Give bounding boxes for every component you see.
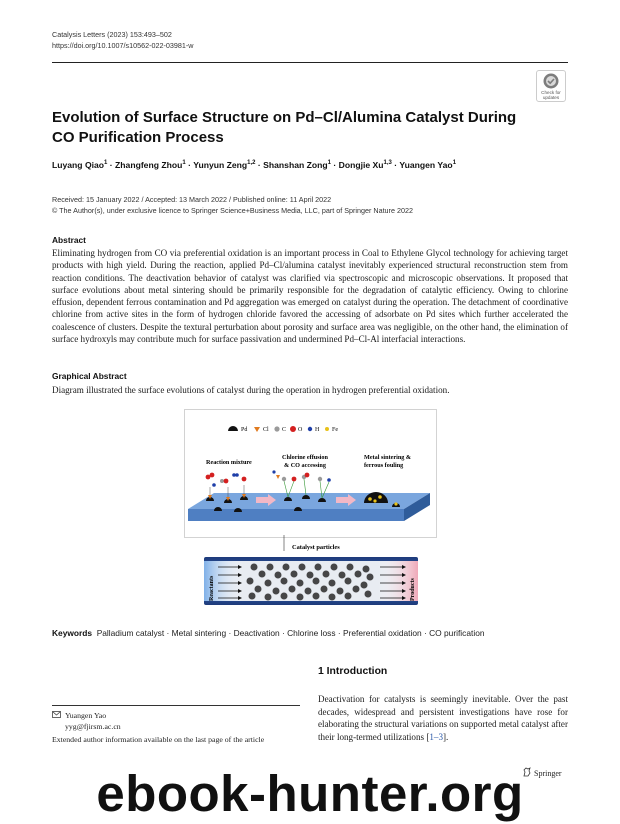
author[interactable] [263,160,331,170]
author-affiliation: 1 [182,160,186,167]
abstract-heading: Abstract [52,235,86,245]
check-updates-line1: Check for [541,90,561,95]
keyword-separator: · [424,628,427,638]
stage-chlorine-effusion: Chlorine effusion [282,454,328,461]
keyword[interactable]: Palladium catalyst [96,628,165,638]
author-affiliation: 1,3 [383,160,392,167]
author-name: Yuangen Yao [399,160,453,170]
footnote-rule [52,705,300,706]
author-name: Zhangfeng Zhou [115,160,183,170]
stage-ferrous-fouling: ferrous fouling [364,462,404,469]
author-name: Dongjie Xu [338,160,384,170]
running-header [52,29,193,51]
keyword[interactable]: Deactivation [233,628,280,638]
check-updates-line2: updates [542,95,560,100]
history-dates: Received: 15 January 2022 / Accepted: 13 March 2022 / Published online: 11 April 2022 [52,195,332,204]
author-name: Luyang Qiao [52,160,105,170]
abstract-text: Eliminating hydrogen from CO via preferential oxidation is an important process in Coal to Ethylene Glycol technology for achieving target products with high yield. During the reaction, applied Pd–Cl/alumina catalyst inevitably experienced structural reconstruction stem from reaction conditions. The deactivation behavior of catalyst was clarified via spectroscopic and microscopic observations. It proposed that surface evolutions about metal sintering should be primarily responsible for the degradation of catalytic efficiency. Owing to chlorine effusion, dependent ferrous contamination and Pd aggregation was emerged on catalyst during the operation. The detachment of coordinative chlorine from active sites in the form of hydrogen chloride favored the accessing of adsorbate on Pd sites which further accelerated the coalescence of clusters. Despite the textural perturbation about porosity and surface area was negligible, on the other hand, the elimination of surface hydroxyls may contribute much for surface passivation and undermined Pd–Cl-Al interfacial interactions. [52,248,568,345]
keywords-heading: Keywords [52,628,93,638]
author-affiliation: 1,2 [247,160,256,167]
stage-co-accessing: & CO accessing [284,462,326,469]
legend-c-swatch [274,426,279,431]
corresponding-author-name: Yuangen Yao [65,711,107,720]
author[interactable] [339,160,392,170]
envelope-icon [52,711,65,722]
legend-h-label: H [315,427,320,433]
keyword-separator: · [166,628,170,638]
reactor-tube [204,557,418,605]
graphical-abstract-heading: Graphical Abstract [52,371,127,381]
doi-link[interactable]: https://doi.org/10.1007/s10562-022-03981-w [52,41,194,50]
legend-cl-label: Cl [263,427,269,433]
legend-c-label: C [282,427,287,433]
author[interactable] [115,160,186,170]
citation-link[interactable]: 1–3 [429,731,444,742]
author-info-note: Extended author information available on the last page of the article [52,735,265,745]
check-updates-icon [543,73,559,89]
keywords-line [52,628,485,638]
stage-metal-sintering: Metal sintering & [364,454,412,461]
publisher-name: Springer [534,769,562,778]
keyword-separator: · [337,628,341,638]
author-affiliation: 1 [452,160,457,167]
keyword[interactable]: CO purification [429,628,485,638]
author[interactable] [193,160,255,170]
author[interactable] [399,160,456,170]
check-for-updates-badge[interactable] [536,70,566,102]
keyword[interactable]: Preferential oxidation [342,628,422,638]
author-affiliation: 1 [104,160,108,167]
keyword-separator: · [281,628,285,638]
legend-fe-label: Fe [332,427,338,433]
author-name: Yunyun Zeng [193,160,248,170]
corresponding-author-footnote [52,711,264,746]
graphical-abstract-figure [184,409,437,612]
legend-o-label: O [298,427,303,433]
author-separator: · [333,160,337,170]
products-label: Products [410,578,416,601]
corresponding-email[interactable]: yyg@fjirsm.ac.cn [65,721,121,731]
author-separator: · [257,160,261,170]
publication-dates [52,194,413,216]
introduction-text [318,693,568,743]
author-separator: · [394,160,398,170]
author-affiliation: 1 [327,160,331,167]
journal-citation: Catalysis Letters (2023) 153:493–502 [52,30,172,39]
keyword[interactable]: Chlorine loss [287,628,336,638]
reactants-label: Reactants [209,575,215,601]
author-list [52,160,456,170]
legend-fe-swatch [325,427,329,431]
stage-reaction-mixture: Reaction mixture [206,459,252,466]
legend-h-swatch [308,427,312,431]
article-title: Evolution of Surface Structure on Pd–Cl/Alumina Catalyst During CO Purification Process [52,109,517,146]
intro-text-end: ]. [443,731,449,742]
author[interactable] [52,160,107,170]
catalyst-particles-label: Catalyst particles [292,544,340,551]
copyright-line: © The Author(s), under exclusive licence to Springer Science+Business Media, LLC, part of Springer Nature 2022 [52,206,413,215]
keyword-separator: · [228,628,232,638]
author-separator: · [188,160,191,170]
keyword[interactable]: Metal sintering [171,628,227,638]
legend-pd-label: Pd [241,427,248,433]
author-name: Shanshan Zong [263,160,328,170]
author-separator: · [109,160,113,170]
header-rule [52,62,568,63]
legend-o-swatch [290,426,296,432]
intro-text-start: Deactivation for catalysts is seemingly inevitable. Over the past decades, widespread and persistent investigations have rose for elaborating the structural variations on supported metal catalyst after their long-termed utilizations [ [318,694,568,742]
introduction-heading: 1 Introduction [318,666,388,677]
watermark: ebook-hunter.org [96,765,524,822]
graphical-abstract-text: Diagram illustrated the surface evolutions of catalyst during the operation in hydrogen preferential oxidation. [52,385,450,395]
